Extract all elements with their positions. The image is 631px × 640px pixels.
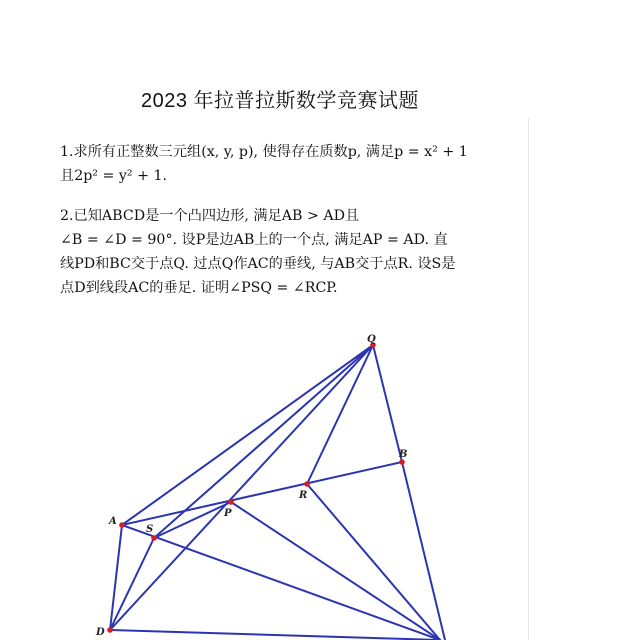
segment-Q-R [307, 345, 373, 484]
label-D: D [96, 627, 105, 638]
figure-labels [95, 334, 407, 638]
segment-Q-D [110, 345, 373, 630]
segment-A-B [122, 462, 402, 525]
label-R: R [299, 490, 308, 501]
segment-D-C [110, 630, 440, 640]
point-B [399, 459, 405, 465]
segment-P-C [231, 502, 440, 640]
point-A [119, 522, 125, 528]
problem-2-line-1: 2.已知ABCD是一个凸四边形, 满足AB > AD且 [60, 208, 360, 224]
segment-S-P [154, 502, 231, 538]
label-Q: Q [367, 334, 376, 345]
segment-A-D [110, 525, 122, 630]
point-P [228, 499, 234, 505]
point-R [304, 481, 310, 487]
segment-Q-S [154, 345, 373, 538]
page-title: 2023 年拉普拉斯数学竞赛试题 [140, 90, 420, 112]
point-D [107, 627, 113, 633]
problem-1-line-2: 且2p² = y² + 1. [60, 168, 168, 184]
segment-Q-B [373, 345, 402, 462]
point-S [151, 535, 157, 541]
segment-D-S [110, 538, 154, 630]
segment-Q-A [122, 345, 373, 525]
figure-points [107, 342, 408, 633]
problem-2-line-3: 线PD和BC交于点Q. 过点Q作AC的垂线, 与AB交于点R. 设S是 [60, 256, 456, 272]
problem-2-line-4: 点D到线段AC的垂足. 证明∠PSQ = ∠RCP. [60, 280, 338, 296]
label-P: P [224, 508, 232, 519]
segment-A-C [122, 525, 440, 640]
problem-1-line-1: 1.求所有正整数三元组(x, y, p), 使得存在质数p, 满足p = x² + 1 [60, 144, 468, 160]
problem-2-line-2: ∠B = ∠D = 90°. 设P是边AB上的一个点, 满足AP = AD. 直 [60, 232, 448, 248]
label-B: B [399, 449, 408, 460]
label-S: S [146, 524, 154, 535]
figure-lines [110, 345, 445, 640]
segment-B-C [402, 462, 445, 640]
label-A: A [109, 516, 117, 527]
